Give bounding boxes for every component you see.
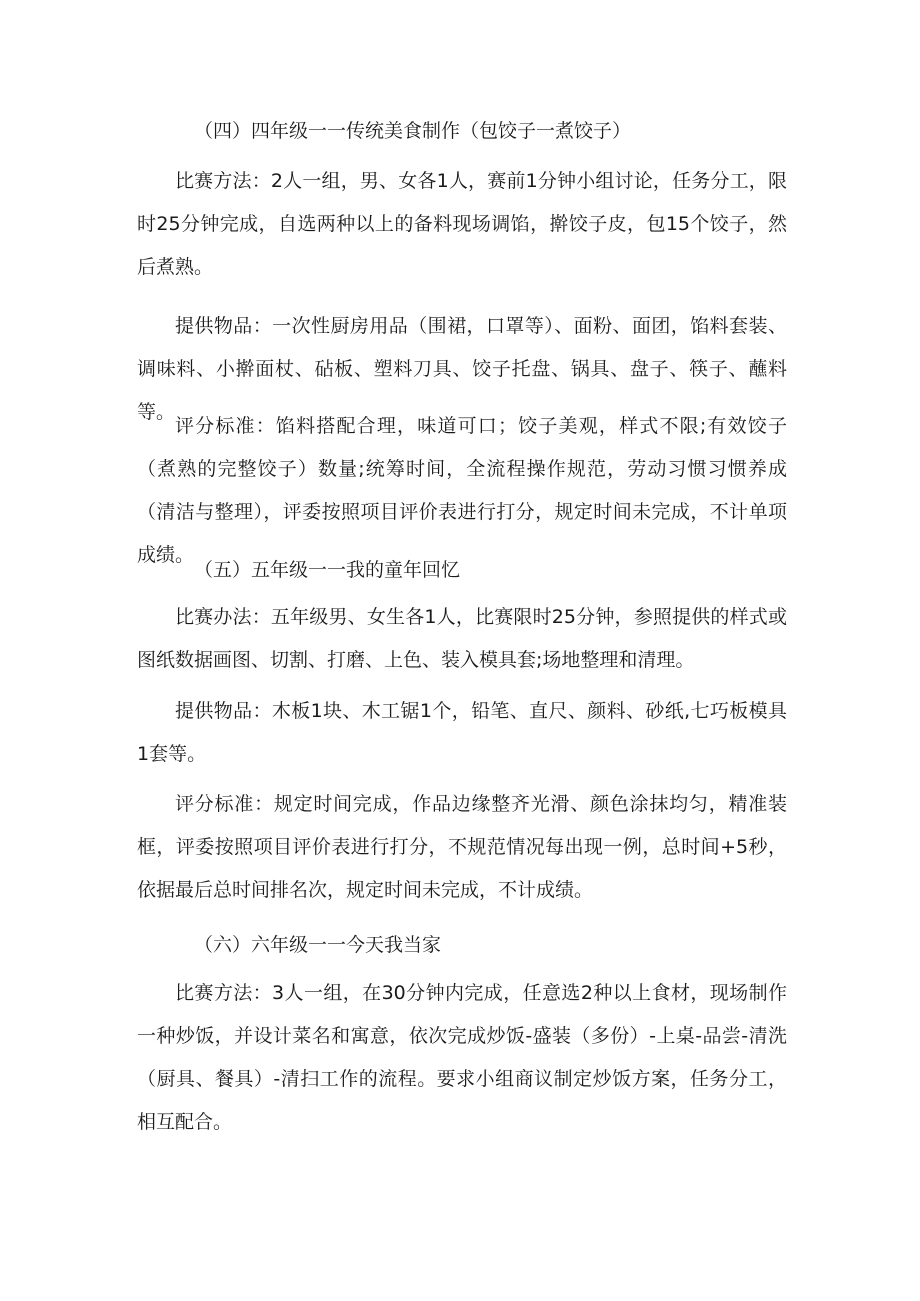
paragraph-scoring-criteria-4: 评分标准：馅料搭配合理，味道可口；饺子美观，样式不限;有效饺子（煮熟的完整饺子）数量;统筹时间，全流程操作规范，劳动习惯习惯养成（清洁与整理），评委按照项目评价表进行打分，规定时间未完成，不计单项成绩。	[137, 415, 787, 566]
paragraph-provided-items-5: 提供物品：木板1块、木工锯1个，铅笔、直尺、颜料、砂纸,七巧板模具1套等。	[137, 700, 787, 765]
paragraph-scoring-criteria-5: 评分标准：规定时间完成，作品边缘整齐光滑、颜色涂抹均匀，精准装框，评委按照项目评价表进行打分，不规范情况每出现一例，总时间+5秒，依据最后总时间排名次，规定时间未完成，不计成绩。	[137, 793, 787, 901]
paragraph-provided-items-4: 提供物品：一次性厨房用品（围裙，口罩等）、面粉、面团，馅料套装、调味料、小擀面杖、砧板、塑料刀具、饺子托盘、锅具、盘子、筷子、蘸料等。	[137, 315, 787, 423]
paragraph-competition-method-5: 比赛办法：五年级男、女生各1人，比赛限时25分钟，参照提供的样式或图纸数据画图、切割、打磨、上色、装入模具套;场地整理和清理。	[137, 606, 787, 671]
paragraph-competition-method-6: 比赛方法：3人一组，在30分钟内完成，任意选2种以上食材，现场制作一种炒饭，并设计菜名和寓意，依次完成炒饭-盛装（多份）-上桌-品尝-清洗（厨具、餐具）-清扫工作的流程。要求小组商议制定炒饭方案，任务分工，相互配合。	[137, 982, 787, 1133]
section-heading-4: （四）四年级一一传统美食制作（包饺子一煮饺子）	[194, 120, 632, 142]
section-heading-6: （六）六年级一一今天我当家	[194, 934, 442, 956]
section-heading-5: （五）五年级一一我的童年回忆	[194, 559, 461, 581]
paragraph-competition-method-4: 比赛方法：2人一组，男、女各1人，赛前1分钟小组讨论，任务分工，限时25分钟完成，自选两种以上的备料现场调馅，擀饺子皮，包15个饺子，然后煮熟。	[137, 170, 787, 278]
